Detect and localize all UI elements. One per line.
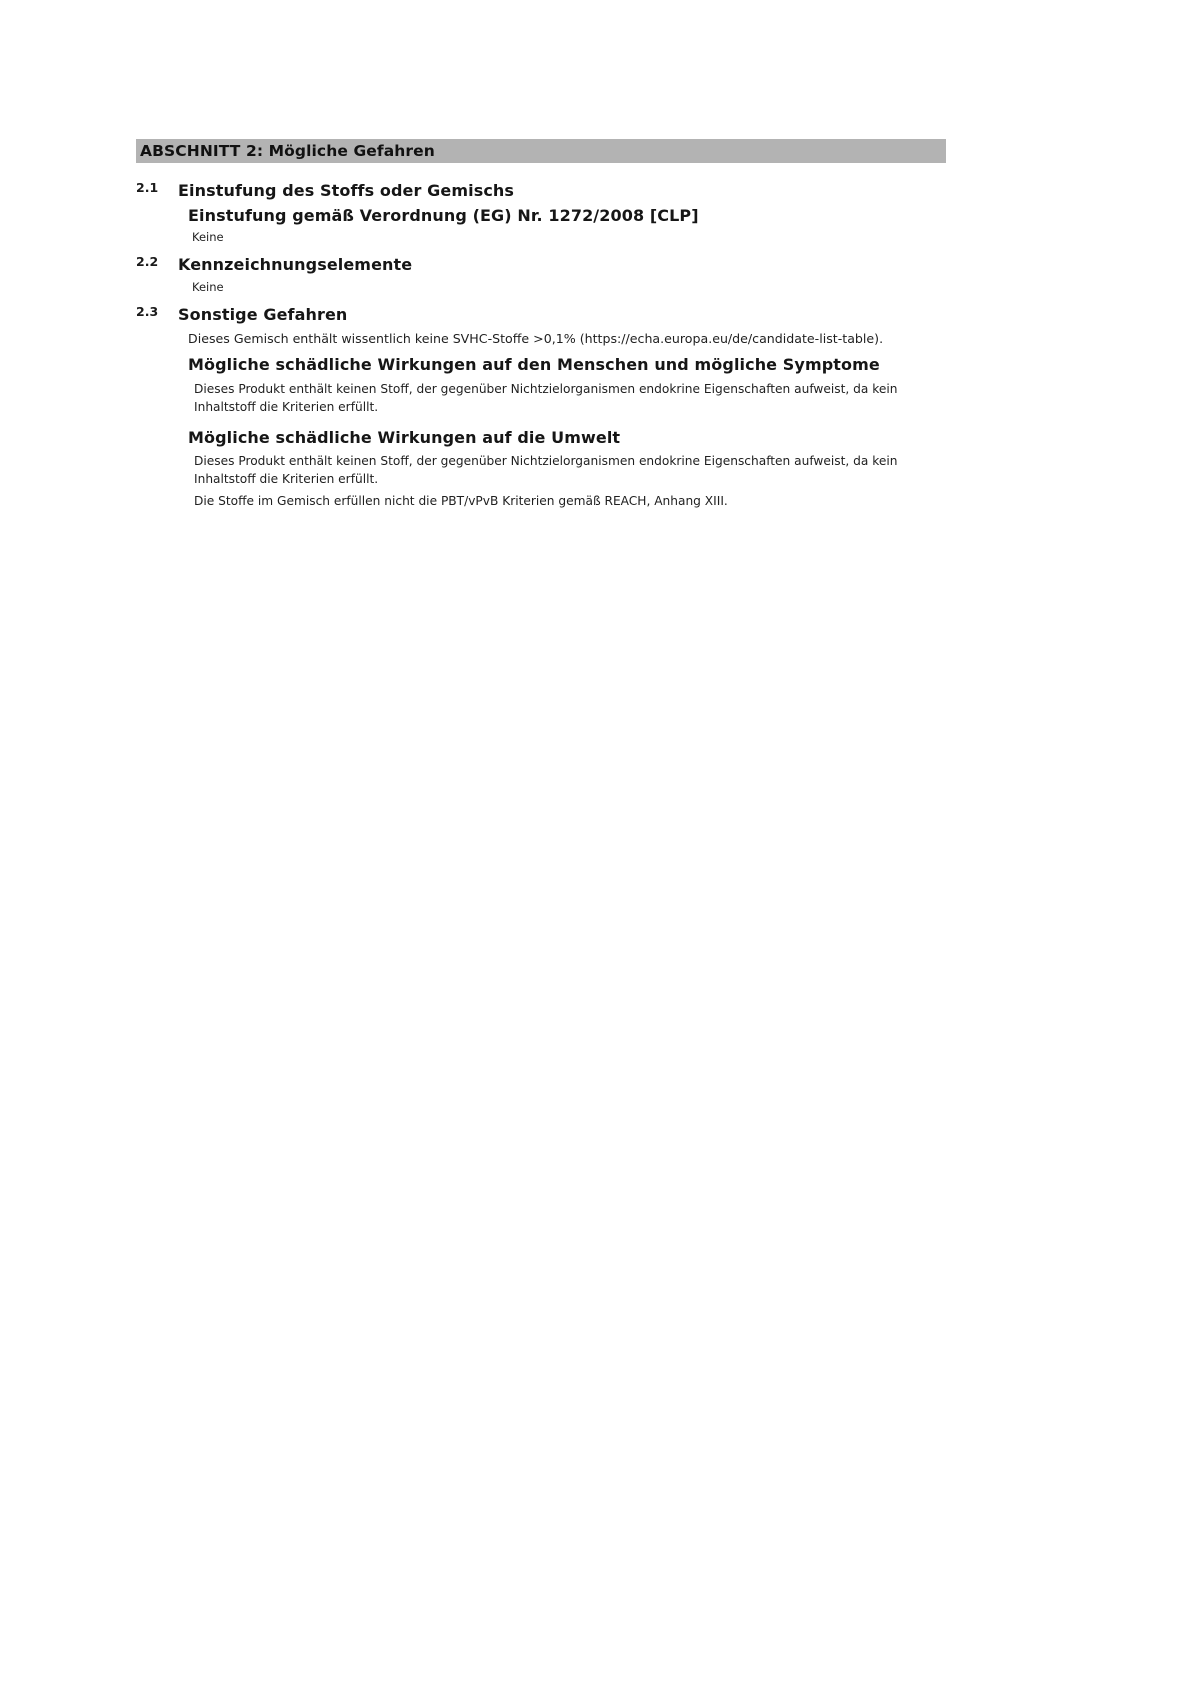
entry-2-2 bbox=[136, 254, 966, 277]
section-title: ABSCHNITT 2: Mögliche Gefahren bbox=[140, 142, 435, 160]
subblock-paragraph-environment-effects-2: Die Stoffe im Gemisch erfüllen nicht die PBT/vPvB Kriterien gemäß REACH, Anhang XIII. bbox=[194, 493, 728, 508]
section-header-bar bbox=[136, 139, 946, 163]
subblock-title-human-effects: Mögliche schädliche Wirkungen auf den Menschen und mögliche Symptome bbox=[188, 355, 880, 375]
subblock-paragraph-environment-effects-1: Dieses Produkt enthält keinen Stoff, der gegenüber Nichtzielorganismen endokrine Eigenschaften aufweist, da kein Inhaltstoff die Kriterien erfüllt. bbox=[194, 454, 898, 486]
subblock-title-environment-effects: Mögliche schädliche Wirkungen auf die Umwelt bbox=[188, 427, 621, 447]
entry-heading-2-3: Sonstige Gefahren bbox=[178, 304, 348, 324]
entry-value-2-2: Keine bbox=[192, 279, 224, 294]
entry-heading-2-1: Einstufung des Stoffs oder Gemischs bbox=[178, 181, 515, 200]
entry-2-3 bbox=[136, 304, 966, 327]
entry-2-1 bbox=[136, 180, 966, 203]
subblock-paragraph-human-effects: Dieses Produkt enthält keinen Stoff, der gegenüber Nichtzielorganismen endokrine Eigenschaften aufweist, da kein Inhaltstoff die Kriterien erfüllt. bbox=[194, 382, 898, 414]
entry-number-2-3: 2.3 bbox=[136, 303, 159, 319]
entry-subheading-2-1: Einstufung gemäß Verordnung (EG) Nr. 1272/2008 [CLP] bbox=[188, 205, 699, 225]
entry-number-2-2: 2.2 bbox=[136, 254, 159, 270]
entry-number-2-1: 2.1 bbox=[136, 180, 159, 195]
entry-intro-2-3: Dieses Gemisch enthält wissentlich keine SVHC-Stoffe >0,1% (https://echa.europa.eu/de/candidate-list-table). bbox=[188, 331, 884, 347]
document-body bbox=[136, 180, 966, 510]
entry-heading-2-2: Kennzeichnungselemente bbox=[178, 255, 413, 275]
entry-value-2-1: Keine bbox=[192, 230, 224, 245]
